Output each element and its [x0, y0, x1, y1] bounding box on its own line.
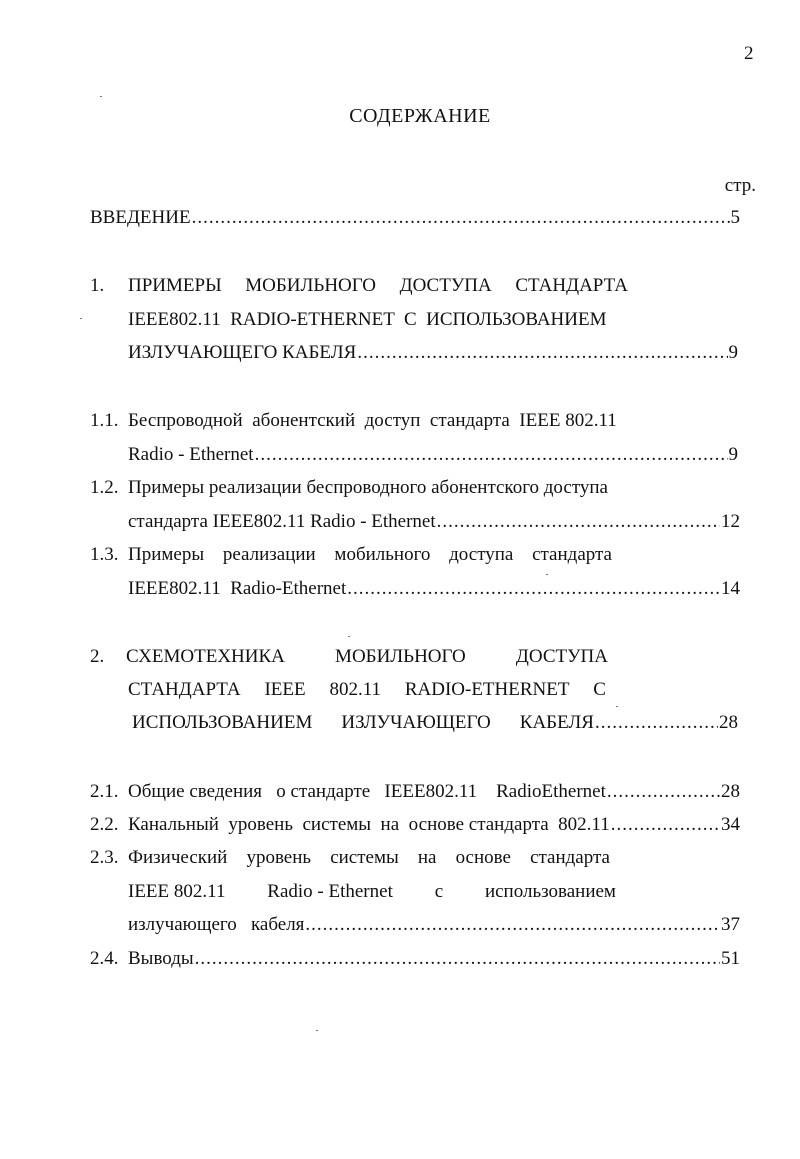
heading-word: ПРИМЕРЫ — [128, 275, 222, 296]
toc-entry-intro[interactable] — [90, 206, 740, 230]
heading-word: ИЗЛУЧАЮЩЕГО — [341, 712, 491, 733]
dot-leader — [192, 206, 730, 230]
subsection-number: 2.1. — [90, 781, 119, 802]
toc-entry-text: Radio - Ethernet — [128, 444, 254, 465]
title-word: использованием — [484, 881, 616, 902]
heading-word: ДОСТУПА — [399, 275, 492, 296]
scan-speck — [348, 636, 350, 637]
title-word: на — [417, 847, 437, 868]
heading-word: RADIO-ETHERNET — [404, 679, 570, 700]
toc-entry-1-1[interactable] — [128, 443, 738, 467]
heading-word: ДОСТУПА — [515, 646, 608, 667]
section-number: 1. — [90, 275, 105, 296]
dot-leader — [305, 913, 720, 937]
title-word: доступа — [449, 544, 514, 565]
heading-word: IEEE — [264, 679, 306, 700]
scan-speck — [616, 706, 618, 707]
toc-entry-text: Общие сведения о стандарте IEEE802.11 RadioEthernet — [128, 781, 606, 802]
section-heading-line — [128, 274, 628, 298]
toc-entry-text: ВВЕДЕНИЕ — [90, 207, 191, 228]
title-word: основе — [455, 847, 511, 868]
toc-entry-page: 5 — [730, 207, 740, 228]
dot-leader — [611, 813, 720, 837]
heading-word: МОБИЛЬНОГО — [335, 646, 466, 667]
title-word: стандарта — [530, 847, 610, 868]
subsection-title-line — [128, 846, 610, 870]
subsection-title-line — [128, 543, 612, 567]
toc-entry-page: 34 — [721, 814, 740, 835]
title-word: реализации — [222, 544, 316, 565]
dot-leader — [357, 341, 727, 365]
toc-entry-2-4[interactable] — [128, 947, 740, 971]
toc-entry-2-3[interactable] — [128, 913, 740, 937]
subsection-number: 2.4. — [90, 948, 119, 969]
dot-leader — [195, 947, 720, 971]
title-word: уровень — [246, 847, 312, 868]
heading-word: ИСПОЛЬЗОВАНИЕМ — [132, 712, 313, 733]
heading-word: МОБИЛЬНОГО — [245, 275, 376, 296]
toc-entry-page: 12 — [721, 511, 740, 532]
subsection-title-line — [128, 880, 616, 904]
toc-entry-text: Канальный уровень системы на основе стандарта 802.11 — [128, 814, 610, 835]
toc-entry-page: 28 — [719, 712, 738, 733]
dot-leader — [255, 443, 728, 467]
title-word: Физический — [128, 847, 228, 868]
toc-entry-2-2[interactable] — [128, 813, 740, 837]
toc-entry-text: излучающего кабеля — [128, 914, 305, 935]
toc-entry-1-2[interactable] — [128, 510, 740, 534]
section-heading-line: IEEE802.11 RADIO-ETHERNET С ИСПОЛЬЗОВАНИЕМ — [128, 309, 607, 330]
toc-entry-page: 28 — [721, 781, 740, 802]
toc-entry-section-1[interactable] — [128, 341, 738, 365]
heading-word: С — [593, 679, 606, 700]
dot-leader — [347, 577, 720, 601]
toc-entry-text — [132, 711, 594, 735]
dot-leader — [595, 711, 718, 735]
section-heading-line — [126, 645, 608, 669]
toc-entry-text: Выводы — [128, 948, 194, 969]
heading-word: СТАНДАРТА — [515, 275, 628, 296]
title-word: системы — [330, 847, 399, 868]
title-word: мобильного — [334, 544, 431, 565]
section-number: 2. — [90, 646, 105, 667]
scan-speck — [80, 318, 82, 319]
toc-entry-section-2[interactable] — [132, 711, 738, 735]
subsection-number: 1.2. — [90, 477, 119, 498]
heading-word: КАБЕЛЯ — [519, 712, 594, 733]
toc-entry-page: 9 — [728, 342, 738, 363]
subsection-title-line: Примеры реализации беспроводного абонентского доступа — [128, 477, 608, 498]
toc-entry-1-3[interactable] — [128, 577, 740, 601]
scan-speck — [100, 96, 102, 97]
page-title: СОДЕРЖАНИЕ — [349, 105, 491, 127]
subsection-title-line: Беспроводной абонентский доступ стандарта IEEE 802.11 — [128, 410, 617, 431]
title-word: IEEE 802.11 — [128, 881, 226, 902]
subsection-number: 1.3. — [90, 544, 119, 565]
toc-entry-text: стандарта IEEE802.11 Radio - Ethernet — [128, 511, 436, 532]
heading-word: 802.11 — [329, 679, 381, 700]
heading-word: СХЕМОТЕХНИКА — [126, 646, 285, 667]
scan-speck — [316, 1030, 318, 1031]
toc-entry-text: IEEE802.11 Radio-Ethernet — [128, 578, 347, 599]
toc-entry-page: 9 — [728, 444, 738, 465]
page-number: 2 — [744, 43, 754, 64]
title-word: с — [434, 881, 444, 902]
subsection-number: 2.2. — [90, 814, 119, 835]
toc-entry-page: 51 — [721, 948, 740, 969]
title-word: Примеры — [128, 544, 205, 565]
subsection-number: 2.3. — [90, 847, 119, 868]
toc-entry-page: 14 — [721, 578, 740, 599]
dot-leader — [437, 510, 720, 534]
subsection-number: 1.1. — [90, 410, 119, 431]
toc-entry-page: 37 — [721, 914, 740, 935]
scan-speck — [546, 574, 548, 575]
title-word: Radio - Ethernet — [267, 881, 393, 902]
section-heading-line — [128, 678, 606, 702]
toc-entry-text: ИЗЛУЧАЮЩЕГО КАБЕЛЯ — [128, 342, 357, 363]
page-column-label: стр. — [724, 175, 756, 196]
toc-entry-2-1[interactable] — [128, 780, 740, 804]
title-word: стандарта — [532, 544, 612, 565]
dot-leader — [607, 780, 720, 804]
heading-word: СТАНДАРТА — [128, 679, 241, 700]
